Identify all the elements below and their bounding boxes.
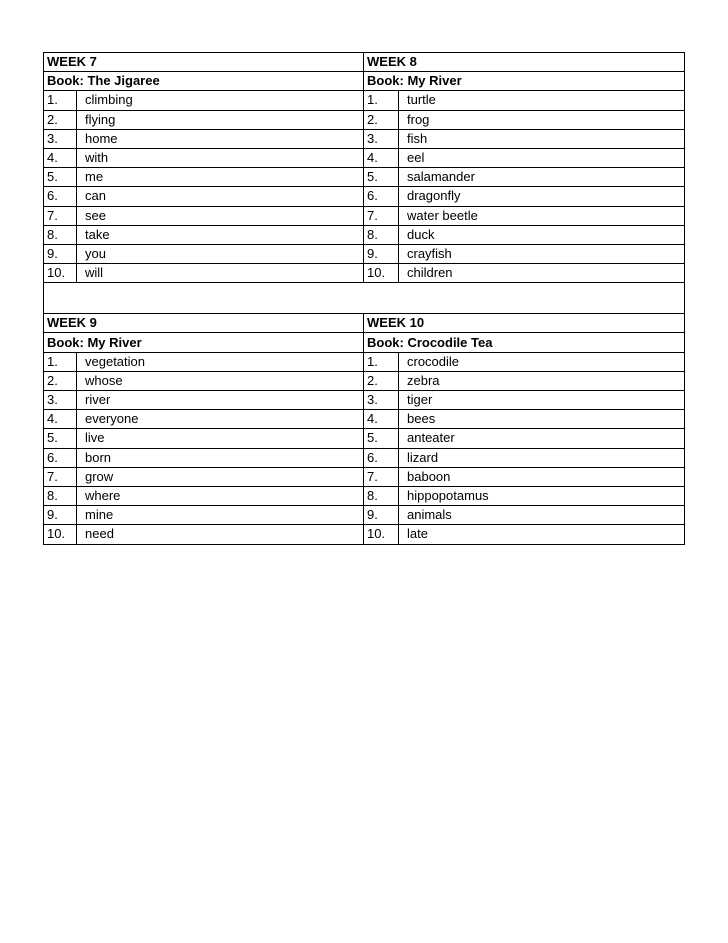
table-row <box>44 187 685 206</box>
spelling-word: dragonfly <box>399 187 685 206</box>
item-number: 3. <box>364 129 399 148</box>
spelling-word: water beetle <box>399 206 685 225</box>
table-row <box>44 486 685 505</box>
spelling-word: bees <box>399 410 685 429</box>
table-row <box>44 410 685 429</box>
spelling-word: frog <box>399 110 685 129</box>
spelling-word: baboon <box>399 467 685 486</box>
item-number: 10. <box>44 264 77 283</box>
week-title: WEEK 8 <box>364 53 685 72</box>
spelling-word: duck <box>399 225 685 244</box>
item-number: 2. <box>44 110 77 129</box>
item-number: 4. <box>364 410 399 429</box>
spelling-word: take <box>77 225 364 244</box>
spelling-word: need <box>77 525 364 544</box>
item-number: 1. <box>364 91 399 110</box>
item-number: 7. <box>44 206 77 225</box>
spelling-word: animals <box>399 506 685 525</box>
spelling-word: turtle <box>399 91 685 110</box>
item-number: 5. <box>44 429 77 448</box>
table-row <box>44 168 685 187</box>
item-number: 6. <box>364 187 399 206</box>
table-row <box>44 467 685 486</box>
item-number: 8. <box>364 486 399 505</box>
book-title: Book: My River <box>44 333 364 352</box>
item-number: 4. <box>364 148 399 167</box>
spelling-word: flying <box>77 110 364 129</box>
spelling-word: see <box>77 206 364 225</box>
table-row <box>44 371 685 390</box>
item-number: 5. <box>364 429 399 448</box>
item-number: 7. <box>364 206 399 225</box>
table-row <box>44 352 685 371</box>
table-row <box>44 148 685 167</box>
spelling-word-table <box>43 52 685 545</box>
book-title-row <box>44 72 685 91</box>
item-number: 6. <box>44 448 77 467</box>
table-row <box>44 129 685 148</box>
book-title: Book: The Jigaree <box>44 72 364 91</box>
spelling-word: crocodile <box>399 352 685 371</box>
item-number: 2. <box>364 371 399 390</box>
item-number: 2. <box>364 110 399 129</box>
spelling-word: you <box>77 244 364 263</box>
item-number: 1. <box>44 352 77 371</box>
spelling-word: late <box>399 525 685 544</box>
spelling-word: everyone <box>77 410 364 429</box>
spelling-word: with <box>77 148 364 167</box>
item-number: 5. <box>364 168 399 187</box>
table-row <box>44 225 685 244</box>
spelling-word: fish <box>399 129 685 148</box>
spelling-word: mine <box>77 506 364 525</box>
item-number: 10. <box>364 525 399 544</box>
week-header-row <box>44 53 685 72</box>
book-title: Book: My River <box>364 72 685 91</box>
item-number: 2. <box>44 371 77 390</box>
spacer-cell <box>44 283 685 314</box>
item-number: 8. <box>364 225 399 244</box>
item-number: 9. <box>44 506 77 525</box>
spelling-word: can <box>77 187 364 206</box>
spelling-word: zebra <box>399 371 685 390</box>
table-row <box>44 244 685 263</box>
table-row <box>44 91 685 110</box>
item-number: 4. <box>44 148 77 167</box>
spelling-word: live <box>77 429 364 448</box>
spelling-word: river <box>77 391 364 410</box>
item-number: 7. <box>44 467 77 486</box>
table-row <box>44 110 685 129</box>
spelling-word: me <box>77 168 364 187</box>
item-number: 10. <box>364 264 399 283</box>
spelling-word: born <box>77 448 364 467</box>
spelling-word: climbing <box>77 91 364 110</box>
week-title: WEEK 9 <box>44 314 364 333</box>
item-number: 7. <box>364 467 399 486</box>
spelling-word: lizard <box>399 448 685 467</box>
spelling-word: anteater <box>399 429 685 448</box>
spelling-word: whose <box>77 371 364 390</box>
spelling-word: where <box>77 486 364 505</box>
table-row <box>44 206 685 225</box>
table-row <box>44 506 685 525</box>
book-title-row <box>44 333 685 352</box>
item-number: 6. <box>44 187 77 206</box>
spelling-word: home <box>77 129 364 148</box>
week-title: WEEK 10 <box>364 314 685 333</box>
spelling-word: grow <box>77 467 364 486</box>
table-row <box>44 525 685 544</box>
spelling-word: vegetation <box>77 352 364 371</box>
item-number: 3. <box>44 391 77 410</box>
item-number: 8. <box>44 486 77 505</box>
item-number: 9. <box>364 244 399 263</box>
item-number: 3. <box>364 391 399 410</box>
item-number: 6. <box>364 448 399 467</box>
spelling-word: will <box>77 264 364 283</box>
spacer-row <box>44 283 685 314</box>
spelling-word: children <box>399 264 685 283</box>
table-row <box>44 391 685 410</box>
item-number: 4. <box>44 410 77 429</box>
table-row <box>44 448 685 467</box>
table-row <box>44 429 685 448</box>
week-title: WEEK 7 <box>44 53 364 72</box>
item-number: 10. <box>44 525 77 544</box>
book-title: Book: Crocodile Tea <box>364 333 685 352</box>
table-body <box>44 53 685 545</box>
spelling-word: eel <box>399 148 685 167</box>
item-number: 1. <box>44 91 77 110</box>
week-header-row <box>44 314 685 333</box>
spelling-word: tiger <box>399 391 685 410</box>
table-row <box>44 264 685 283</box>
item-number: 1. <box>364 352 399 371</box>
spelling-word: crayfish <box>399 244 685 263</box>
item-number: 3. <box>44 129 77 148</box>
item-number: 8. <box>44 225 77 244</box>
spelling-word: hippopotamus <box>399 486 685 505</box>
item-number: 5. <box>44 168 77 187</box>
item-number: 9. <box>364 506 399 525</box>
spelling-word: salamander <box>399 168 685 187</box>
item-number: 9. <box>44 244 77 263</box>
